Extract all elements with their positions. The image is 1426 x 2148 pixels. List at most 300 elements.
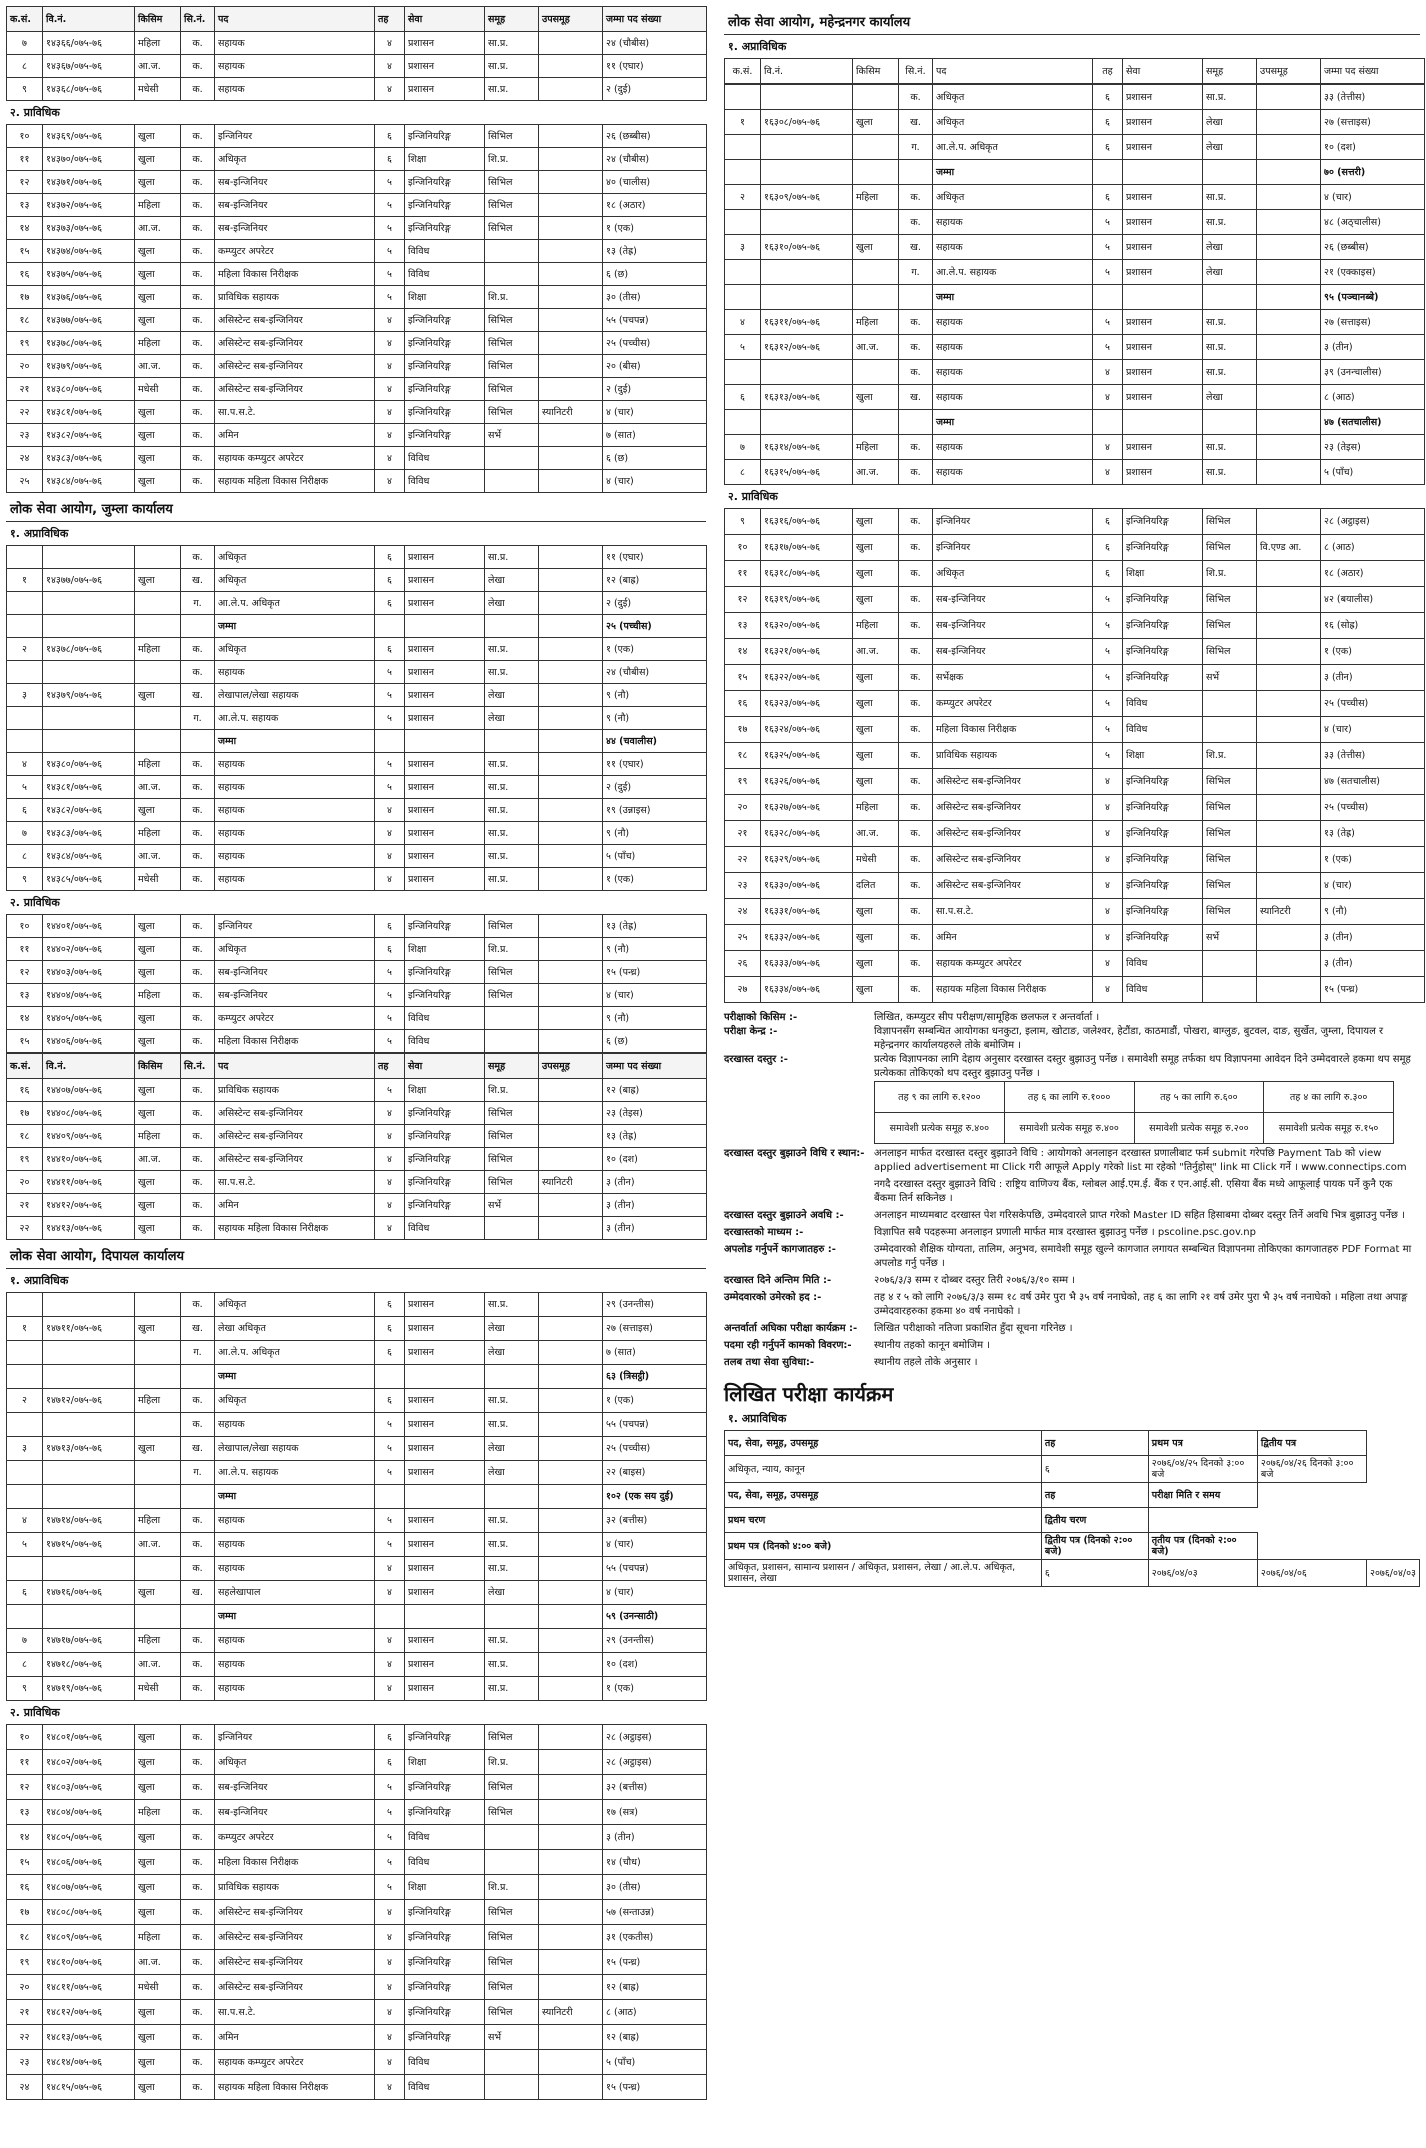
table-cell: १८: [7, 309, 43, 332]
table-cell: १४७१७/०७५-७६: [43, 1629, 135, 1653]
table-cell: खुला: [135, 286, 181, 309]
table-cell: [1257, 310, 1321, 335]
table-cell: १५: [7, 240, 43, 263]
table-cell: [7, 1413, 43, 1437]
table-cell: सा.प्र.: [485, 78, 539, 101]
table-row: [7, 240, 707, 263]
table-row: [7, 1461, 707, 1485]
table-cell: २५: [725, 925, 761, 951]
table-row: [7, 1365, 707, 1389]
table-cell: तह: [1093, 59, 1123, 84]
table-row: [7, 2050, 707, 2075]
table-row: [725, 435, 1425, 460]
table-cell: खुला: [853, 977, 899, 1003]
table-cell: क.: [181, 845, 215, 868]
table-cell: प्रशासन: [1123, 435, 1203, 460]
table-cell: क.: [181, 1875, 215, 1900]
table-cell: १६३२३/०७५-७६: [761, 691, 853, 717]
table-cell: १४३७९/०७५-७६: [43, 684, 135, 707]
table-cell: असिस्टेन्ट सब-इन्जिनियर: [215, 1102, 375, 1125]
table-cell: क.: [181, 171, 215, 194]
table-cell: [43, 1605, 135, 1629]
table-cell: असिस्टेन्ट सब-इन्जिनियर: [215, 1125, 375, 1148]
table-cell: इन्जिनियरिङ्ग: [405, 1125, 485, 1148]
table-cell: १४८१३/०७५-७६: [43, 2025, 135, 2050]
table-row: [7, 401, 707, 424]
table-row: [7, 1775, 707, 1800]
table-cell: सहायक महिला विकास निरीक्षक: [933, 977, 1093, 1003]
table-cell: ४ (चार): [603, 1533, 707, 1557]
table-cell: खुला: [853, 110, 899, 135]
table-cell: ६: [375, 1293, 405, 1317]
vacancy-table: [6, 914, 707, 1053]
table-cell: खुला: [135, 1079, 181, 1102]
table-cell: ७: [7, 822, 43, 845]
table-cell: सिभिल: [485, 309, 539, 332]
table-cell: प्रशासन: [405, 78, 485, 101]
table-cell: ४: [375, 1677, 405, 1701]
table-cell: [539, 1605, 603, 1629]
table-cell: १४८०९/०७५-७६: [43, 1925, 135, 1950]
exam-cell: प्रथम पत्र (दिनको ४:०० बजे): [725, 1533, 1042, 1560]
table-cell: इन्जिनियरिङ्ग: [1123, 639, 1203, 665]
table-cell: १६ (सोह्र): [1321, 613, 1425, 639]
table-cell: ८ (आठ): [1321, 535, 1425, 561]
table-cell: ५: [1093, 210, 1123, 235]
table-cell: [1257, 360, 1321, 385]
table-row: [725, 847, 1425, 873]
table-cell: खुला: [135, 470, 181, 493]
table-cell: २४ (चौबीस): [603, 661, 707, 684]
table-cell: [1257, 160, 1321, 185]
table-cell: [135, 661, 181, 684]
table-cell: ४: [1093, 795, 1123, 821]
table-cell: सहायक: [933, 385, 1093, 410]
table-cell: [539, 1775, 603, 1800]
table-cell: ४: [7, 753, 43, 776]
table-cell: ४: [1093, 873, 1123, 899]
table-cell: १६३०८/०७५-७६: [761, 110, 853, 135]
table-cell: क.: [181, 1653, 215, 1677]
info-row: [724, 1322, 1420, 1336]
table-cell: इन्जिनियरिङ्ग: [405, 309, 485, 332]
table-row: [725, 925, 1425, 951]
table-cell: १ (एक): [603, 1677, 707, 1701]
table-cell: विविध: [1123, 977, 1203, 1003]
table-cell: [539, 1950, 603, 1975]
table-cell: [181, 730, 215, 753]
table-cell: महिला: [853, 613, 899, 639]
table-cell: ख.: [899, 110, 933, 135]
table-cell: जम्मा: [933, 285, 1093, 310]
table-cell: प्रशासन: [1123, 135, 1203, 160]
table-cell: [539, 1341, 603, 1365]
table-cell: महिला: [135, 753, 181, 776]
table-cell: सा.प्र.: [1203, 210, 1257, 235]
table-cell: लेखा: [485, 707, 539, 730]
table-cell: इन्जिनियरिङ्ग: [1123, 587, 1203, 613]
table-cell: स्यानिटरी: [539, 2000, 603, 2025]
table-cell: सहायक महिला विकास निरीक्षक: [215, 1217, 375, 1240]
table-cell: १ (एक): [603, 217, 707, 240]
table-cell: ५: [375, 1875, 405, 1900]
table-cell: सहायक: [215, 1533, 375, 1557]
table-cell: इन्जिनियरिङ्ग: [1123, 925, 1203, 951]
table-row: [7, 447, 707, 470]
table-cell: १०: [725, 535, 761, 561]
table-cell: इन्जिनियरिङ्ग: [405, 1102, 485, 1125]
table-cell: १५: [7, 1030, 43, 1053]
exam-cell: प्रथम चरण: [725, 1508, 1042, 1533]
table-cell: २७: [725, 977, 761, 1003]
table-cell: खुला: [853, 587, 899, 613]
table-cell: १६३२४/०७५-७६: [761, 717, 853, 743]
table-cell: महिला विकास निरीक्षक: [215, 263, 375, 286]
table-cell: प्रशासन: [1123, 110, 1203, 135]
table-cell: १४३७१/०७५-७६: [43, 171, 135, 194]
table-cell: २९ (उनन्तीस): [603, 1293, 707, 1317]
table-cell: मधेसी: [135, 378, 181, 401]
table-cell: ग.: [181, 592, 215, 615]
table-cell: ४: [375, 1557, 405, 1581]
column-header: पद: [215, 7, 375, 32]
table-cell: ९: [7, 1677, 43, 1701]
table-cell: १: [7, 1317, 43, 1341]
table-cell: कम्प्युटर अपरेटर: [215, 240, 375, 263]
table-cell: १४३७८/०७५-७६: [43, 638, 135, 661]
exam-cell: २०७६/०४/२५ दिनको ३:०० बजे: [1148, 1456, 1257, 1483]
table-cell: ४ (चार): [603, 470, 707, 493]
table-cell: विविध: [1123, 951, 1203, 977]
table-cell: क.सं.: [725, 59, 761, 84]
table-cell: [485, 263, 539, 286]
table-cell: १४४१३/०७५-७६: [43, 1217, 135, 1240]
table-cell: प्रशासन: [1123, 260, 1203, 285]
table-cell: ३ (तीन): [1321, 335, 1425, 360]
table-cell: ३ (तीन): [603, 1171, 707, 1194]
table-row: [7, 1825, 707, 1850]
table-cell: ४: [375, 2075, 405, 2100]
table-cell: १४: [7, 217, 43, 240]
table-cell: २० (बीस): [603, 355, 707, 378]
table-row: [7, 32, 707, 55]
info-label: दरखास्त दस्तुर :-: [724, 1054, 788, 1065]
category-label: २. प्राविधिक: [728, 490, 778, 503]
column-header: उपसमूह: [539, 7, 603, 32]
table-cell: प्रशासन: [405, 661, 485, 684]
table-cell: [539, 263, 603, 286]
exam-cell: २०७६/०४/०६: [1257, 1560, 1366, 1587]
table-cell: इन्जिनियरिङ्ग: [1123, 821, 1203, 847]
table-cell: ४: [375, 1925, 405, 1950]
table-cell: क.: [181, 1925, 215, 1950]
table-cell: [135, 707, 181, 730]
table-row: [7, 1007, 707, 1030]
table-cell: खुला: [135, 2000, 181, 2025]
table-cell: ४: [1093, 847, 1123, 873]
table-cell: [405, 1485, 485, 1509]
table-cell: खुला: [135, 1900, 181, 1925]
table-cell: खुला: [135, 1750, 181, 1775]
table-cell: ख.: [181, 1581, 215, 1605]
table-cell: २५: [7, 470, 43, 493]
table-cell: मधेसी: [135, 78, 181, 101]
table-cell: सब-इन्जिनियर: [215, 1800, 375, 1825]
info-row: [724, 1274, 1420, 1288]
table-cell: ५ (पाँच): [603, 2050, 707, 2075]
table-cell: [761, 210, 853, 235]
table-cell: सा.प्र.: [485, 661, 539, 684]
table-row: [7, 776, 707, 799]
table-cell: महिला: [135, 194, 181, 217]
table-cell: १४३८२/०७५-७६: [43, 424, 135, 447]
table-cell: क.: [181, 286, 215, 309]
table-cell: इन्जिनियरिङ्ग: [405, 961, 485, 984]
table-cell: १ (एक): [1321, 639, 1425, 665]
table-cell: क.: [181, 447, 215, 470]
table-row: [7, 938, 707, 961]
column-header: उपसमूह: [539, 1054, 603, 1079]
table-cell: ३: [7, 1437, 43, 1461]
table-cell: १४८०४/०७५-७६: [43, 1800, 135, 1825]
table-row: [7, 1148, 707, 1171]
table-cell: सिभिल: [485, 194, 539, 217]
table-cell: ४: [375, 424, 405, 447]
info-text: २०७६/३/३ सम्म र दोब्बर दस्तुर तिरी २०७६/३/१० सम्म ।: [874, 1275, 1076, 1286]
info-label: दरखास्त दस्तुर बुझाउने अवधि :-: [724, 1210, 844, 1221]
table-cell: इन्जिनियरिङ्ग: [405, 217, 485, 240]
table-cell: विविध: [405, 447, 485, 470]
table-cell: आ.ज.: [135, 1148, 181, 1171]
table-cell: सर्भे: [485, 1194, 539, 1217]
table-cell: इन्जिनियरिङ्ग: [405, 2025, 485, 2050]
table-cell: ९: [7, 868, 43, 891]
vacancy-table: [6, 545, 707, 891]
table-cell: १७: [7, 1900, 43, 1925]
table-cell: ३ (तीन): [1321, 951, 1425, 977]
table-cell: [135, 1605, 181, 1629]
table-cell: ६: [375, 915, 405, 938]
table-cell: क.: [899, 535, 933, 561]
table-cell: ५: [375, 684, 405, 707]
table-row: [725, 509, 1425, 535]
fee-cell: तह ४ का लागि रु.३००: [1264, 1082, 1394, 1113]
table-row: [725, 587, 1425, 613]
table-cell: ६ (छ): [603, 447, 707, 470]
table-cell: ४: [375, 2025, 405, 2050]
table-cell: [539, 1437, 603, 1461]
table-cell: २३: [725, 873, 761, 899]
table-cell: असिस्टेन्ट सब-इन्जिनियर: [215, 1975, 375, 2000]
table-cell: सिभिल: [485, 1925, 539, 1950]
table-cell: [485, 447, 539, 470]
table-cell: [539, 1389, 603, 1413]
table-cell: ६: [375, 1341, 405, 1365]
table-cell: १२: [7, 961, 43, 984]
info-text: उम्मेदवारको शैक्षिक योग्यता, तालिम, अनुभव, समावेशी समूह खुल्ने कागजात लगायत सम्बन्धित विज्ञापनमा तोकिएका कागजातहरु PDF Format मा अपलोड गर्नु पर्नेछ ।: [874, 1244, 1412, 1269]
table-cell: [539, 378, 603, 401]
table-cell: ७: [7, 32, 43, 55]
table-cell: २४: [725, 899, 761, 925]
table-cell: ४ (चार): [603, 1581, 707, 1605]
table-cell: १४३८३/०७५-७६: [43, 822, 135, 845]
table-cell: १५ (पन्ध्र): [1321, 977, 1425, 1003]
table-cell: प्राविधिक सहायक: [933, 743, 1093, 769]
table-cell: असिस्टेन्ट सब-इन्जिनियर: [215, 1950, 375, 1975]
exam-cell: तृतीय पत्र (दिनको २:०० बजे): [1148, 1533, 1257, 1560]
table-cell: शि.प्र.: [485, 938, 539, 961]
table-cell: [1257, 665, 1321, 691]
table-cell: २ (दुई): [603, 378, 707, 401]
table-cell: सिभिल: [1203, 873, 1257, 899]
table-cell: क.: [181, 1171, 215, 1194]
table-cell: १ (एक): [603, 868, 707, 891]
table-cell: [135, 1365, 181, 1389]
header-row: [7, 1054, 707, 1079]
table-cell: १६३३०/०७५-७६: [761, 873, 853, 899]
table-cell: १४४०४/०७५-७६: [43, 984, 135, 1007]
table-cell: लेखा: [485, 569, 539, 592]
table-cell: [539, 194, 603, 217]
table-cell: प्रशासन: [405, 592, 485, 615]
info-label: उम्मेदवारको उमेरको हद :-: [724, 1292, 822, 1303]
table-cell: [539, 592, 603, 615]
table-cell: [539, 661, 603, 684]
table-cell: सा.प्र.: [1203, 185, 1257, 210]
table-cell: ग.: [181, 1461, 215, 1485]
table-cell: ५: [1093, 717, 1123, 743]
table-cell: ५: [375, 263, 405, 286]
table-cell: १६: [7, 1875, 43, 1900]
vacancy-table: [6, 1724, 707, 2100]
table-cell: सहायक: [215, 776, 375, 799]
table-cell: १४३८१/०७५-७६: [43, 776, 135, 799]
table-cell: [135, 730, 181, 753]
table-cell: [1257, 185, 1321, 210]
table-cell: ४: [1093, 385, 1123, 410]
table-cell: सिभिल: [1203, 795, 1257, 821]
table-cell: १४३७६/०७५-७६: [43, 286, 135, 309]
table-cell: सहायक: [933, 210, 1093, 235]
table-cell: ४ (चार): [1321, 873, 1425, 899]
table-cell: ६: [375, 569, 405, 592]
table-cell: २९ (उनन्तीस): [603, 1629, 707, 1653]
table-cell: लेखा: [485, 1341, 539, 1365]
table-cell: [1257, 769, 1321, 795]
table-cell: १६३२१/०७५-७६: [761, 639, 853, 665]
fee-cell: समावेशी प्रत्येक समूह रु.२००: [1134, 1113, 1264, 1144]
table-cell: [539, 1509, 603, 1533]
table-cell: क.: [181, 1389, 215, 1413]
table-cell: प्रशासन: [405, 845, 485, 868]
table-cell: ६३ (त्रिसट्ठी): [603, 1365, 707, 1389]
table-cell: १४७१८/०७५-७६: [43, 1653, 135, 1677]
exam-cell: तह: [1041, 1431, 1148, 1456]
category-label: १. अप्राविधिक: [10, 1274, 69, 1287]
table-cell: १० (दश): [603, 1148, 707, 1171]
table-cell: सिभिल: [485, 1775, 539, 1800]
table-cell: [539, 1079, 603, 1102]
info-row: [724, 1053, 1420, 1081]
table-cell: ४: [375, 401, 405, 424]
table-cell: खुला: [135, 938, 181, 961]
table-row: [725, 743, 1425, 769]
table-cell: सा.प्र.: [1203, 335, 1257, 360]
table-cell: ४: [375, 2050, 405, 2075]
table-cell: असिस्टेन्ट सब-इन्जिनियर: [215, 1900, 375, 1925]
table-cell: [7, 1461, 43, 1485]
table-cell: खुला: [135, 2025, 181, 2050]
table-row: [725, 360, 1425, 385]
table-cell: प्रशासन: [405, 55, 485, 78]
table-row: [725, 769, 1425, 795]
table-cell: [43, 1557, 135, 1581]
table-cell: २१: [7, 378, 43, 401]
table-cell: १ (एक): [1321, 847, 1425, 873]
table-cell: [485, 240, 539, 263]
table-cell: इन्जिनियरिङ्ग: [405, 401, 485, 424]
category-label: २. प्राविधिक: [10, 896, 60, 909]
table-cell: [485, 1605, 539, 1629]
table-cell: ३९ (उनन्चालीस): [1321, 360, 1425, 385]
table-cell: खुला: [135, 1194, 181, 1217]
table-cell: १० (दश): [1321, 135, 1425, 160]
table-cell: [405, 730, 485, 753]
table-cell: असिस्टेन्ट सब-इन्जिनियर: [215, 1925, 375, 1950]
table-cell: क.: [181, 1293, 215, 1317]
table-cell: १२ (बाह्र): [603, 1975, 707, 2000]
table-cell: २: [725, 185, 761, 210]
table-cell: ३ (तीन): [603, 1825, 707, 1850]
table-row: [7, 1125, 707, 1148]
table-cell: सा.प्र.: [1203, 360, 1257, 385]
table-row: [7, 1653, 707, 1677]
table-cell: [539, 286, 603, 309]
table-cell: [1257, 110, 1321, 135]
table-cell: शि.प्र.: [485, 148, 539, 171]
table-cell: [539, 707, 603, 730]
table-row: [7, 1677, 707, 1701]
table-cell: क.: [181, 1629, 215, 1653]
table-cell: क.: [181, 1900, 215, 1925]
table-cell: जम्मा: [215, 1485, 375, 1509]
table-cell: लेखा: [485, 684, 539, 707]
table-cell: सा.प.स.टे.: [933, 899, 1093, 925]
table-cell: ३१ (एकतीस): [603, 1925, 707, 1950]
table-cell: [539, 1825, 603, 1850]
info-label: दरखास्त दस्तुर बुझाउने विधि र स्थान:-: [724, 1148, 865, 1159]
table-cell: [539, 470, 603, 493]
vacancy-table: [6, 1292, 707, 1701]
info-text: प्रत्येक विज्ञापनका लागि देहाय अनुसार दरखास्त दस्तुर बुझाउनु पर्नेछ । समावेशी समूह तर्फका थप विज्ञापनमा आवेदन दिने उम्मेदवारले हकमा थप समूह प्रत्येकका तोकिएको थप दस्तुर बुझाउनु पर्नेछ ।: [874, 1054, 1411, 1079]
table-cell: [1257, 691, 1321, 717]
table-cell: शि.प्र.: [1203, 743, 1257, 769]
table-cell: क.: [899, 821, 933, 847]
table-cell: प्रशासन: [405, 569, 485, 592]
table-cell: लेखा: [485, 1437, 539, 1461]
table-row: [7, 286, 707, 309]
exam-cell: तह: [1041, 1483, 1148, 1508]
table-row: [7, 378, 707, 401]
table-cell: ५: [375, 194, 405, 217]
table-cell: खुला: [135, 1850, 181, 1875]
table-cell: सिभिल: [1203, 639, 1257, 665]
table-cell: ५: [1093, 235, 1123, 260]
table-cell: १४४०५/०७५-७६: [43, 1007, 135, 1030]
table-cell: [539, 938, 603, 961]
table-cell: सिभिल: [485, 961, 539, 984]
table-cell: क.: [899, 691, 933, 717]
